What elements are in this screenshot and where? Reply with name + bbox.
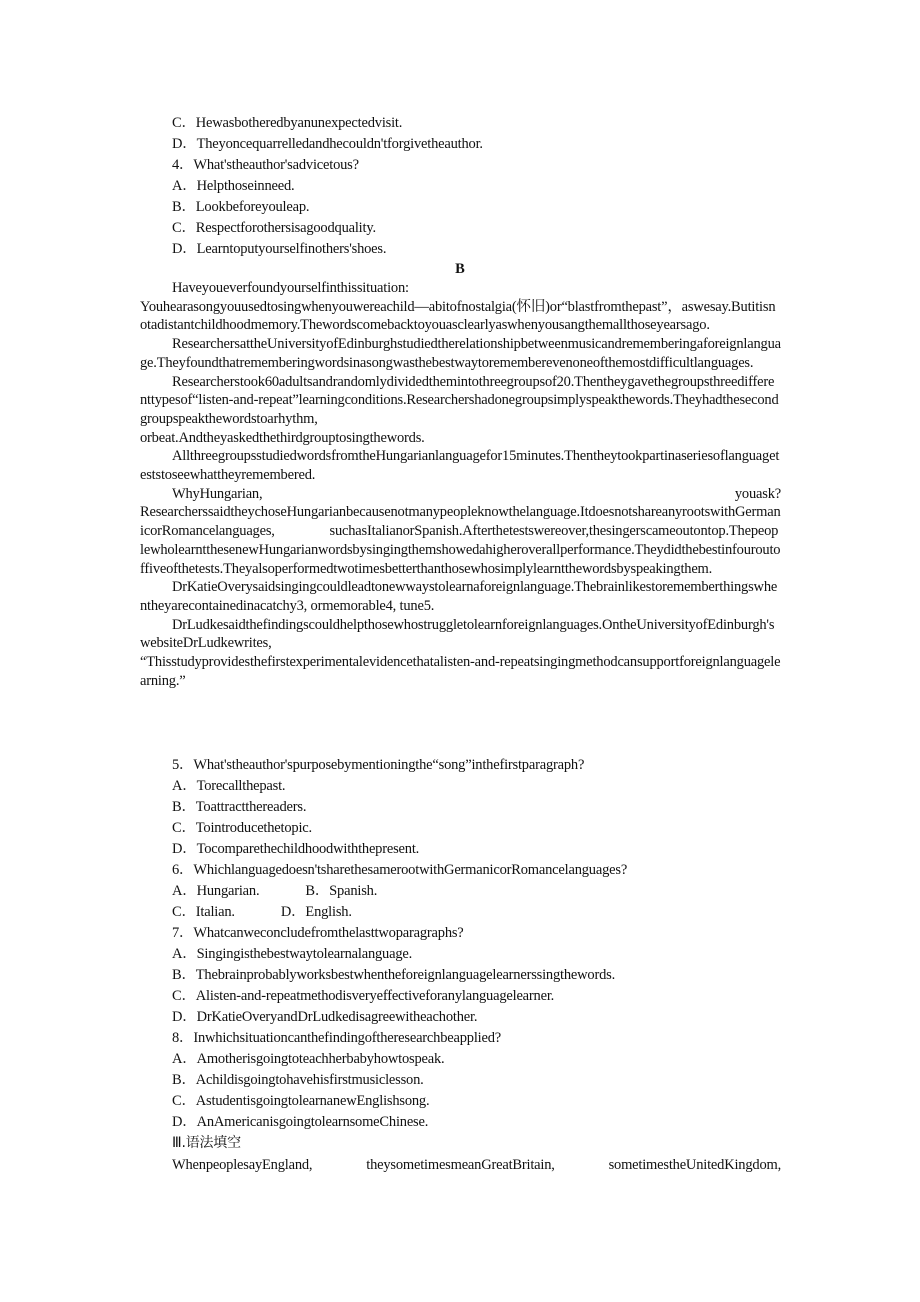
q4-option-a: A．Helpthoseinneed. [172, 178, 295, 194]
passage-paragraph-5a [140, 485, 781, 504]
q3-option-d: D．Theyoncequarrelledandhecouldn'tforgivetheauthor. [172, 136, 483, 152]
q4-stem: 4．What'stheauthor'sadvicetous? [172, 157, 359, 173]
q7-option-d: D．DrKatieOveryandDrLudkedisagreewitheachother. [172, 1009, 478, 1025]
passage-paragraph-1b: Youhearasongyouusedtosingwhenyouwereachild—abitofnostalgia(怀旧)or“blastfromthepast”，aswesay.Butitisnotadistantchildhoodmemory.Thewordscomebacktoyouasclearlyaswhenyousangthemallthoseyearsago. [140, 298, 776, 334]
passage-paragraph-5b [140, 503, 781, 578]
q7-option-a: A．Singingisthebestwaytolearnalanguage. [172, 946, 413, 962]
section-3-text-b: theysometimesmeanGreatBritain, [366, 1157, 555, 1173]
passage-paragraph-4: AllthreegroupsstudiedwordsfromtheHungarianlanguagefor15minutes.Thentheytookpartinaseriesoflanguageteststoseewhattheyremembered. [140, 448, 780, 484]
section-3-title: Ⅲ.语法填空 [172, 1135, 241, 1151]
passage-p5-b2: suchasItalianorSpanish.Afterthetestswereover,thesingerscameoutontop.ThepeoplewholearntthesenewHungarianwordsbysingingthemshowedahigheroverallperformance.Theydidthebestinfouroutoffiveofthetests.Theyalsoperformedtwotimesbetterthanthosewhosimplylearntthewordsbyspeakingthem. [140, 523, 781, 577]
passage-b [140, 279, 781, 690]
section-3-text-c: sometimestheUnitedKingdom, [608, 1157, 781, 1173]
q4-option-c: C．Respectforothersisagoodquality. [172, 220, 376, 236]
q6-option-c: C．Italian. [172, 904, 235, 920]
q6-stem: 6．Whichlanguagedoesn'tsharethesamerootwithGermanicorRomancelanguages? [172, 862, 628, 878]
passage-paragraph-7a: DrLudkesaidthefindingscouldhelpthosewhostruggletolearnforeignlanguages.OntheUniversityofEdinburgh'swebsiteDrLudkewrites, [140, 616, 775, 652]
passage-paragraph-3b: orbeat.Andtheyaskedthethirdgrouptosingthewords. [140, 429, 425, 446]
q5-stem: 5．What'stheauthor'spurposebymentioningthe“song”inthefirstparagraph? [172, 757, 585, 773]
q3-option-c: C．Hewasbotheredbyanunexpectedvisit. [172, 115, 403, 131]
q8-option-b: B．Achildisgoingtohavehisfirstmusiclesson. [172, 1072, 424, 1088]
q5-option-b: B．Toattractthereaders. [172, 799, 307, 815]
passage-paragraph-6: DrKatieOverysaidsingingcouldleadtonewwaystolearnaforeignlanguage.Thebrainlikestoremember​thingswhentheyarecontainedinacatchy3, ormemorable4, tune5. [140, 579, 778, 614]
q8-option-c: C．AstudentisgoingtolearnanewEnglishsong. [172, 1093, 430, 1109]
q6-option-a: A．Hungarian. [172, 883, 260, 899]
q6-option-d: D．English. [280, 904, 352, 920]
section-b-title: B [455, 261, 465, 277]
section-3-text-a: WhenpeoplesayEngland, [172, 1157, 313, 1173]
q5-option-d: D．Tocomparethechildhoodwiththepresent. [172, 841, 420, 857]
q4-option-b: B．Lookbeforeyouleap. [172, 199, 310, 215]
q7-option-c: C．Alisten-and-repeatmethodisveryeffectiveforanylanguagelearner. [172, 988, 555, 1004]
passage-p5-question: WhyHungarian, [172, 485, 263, 502]
q7-stem: 7．Whatcanweconcludefromthelasttwoparagraphs? [172, 925, 464, 941]
passage-p5-b1: ResearcherssaidtheychoseHungarianbecausenotmanypeopleknowthelanguage.ItdoesnotshareanyrootswithGermanicorRomancelanguages, [140, 504, 781, 540]
q8-stem: 8．Inwhichsituationcanthefindingoftheresearchbeapplied? [172, 1030, 502, 1046]
q6-option-b: B．Spanish. [305, 883, 378, 899]
q8-option-a: A．Amotherisgoingtoteachherbabyhowtospeak. [172, 1051, 445, 1067]
passage-paragraph-2: ResearchersattheUniversityofEdinburghstudiedtherelationshipbetweenmusicandrememberingaforeignlanguage.Theyfoundthatrememberingwordsinasongwasthebestwaytoremembereven​oneofthemostdifficultlanguages. [140, 336, 781, 371]
q8-option-d: D．AnAmericanisgoingtolearnsomeChinese. [172, 1114, 429, 1130]
passage-paragraph-3a: Researcherstook60adultsandrandomlydividedthemintothreegroupsof20.Thentheygavethegroupsthreedifferenttypesof“listen-and-repeat”learningconditions.Researchershadonegroupsimplyspeakthewords.Theyhadthesecondgroupspeakthewordstoarhythm, [140, 373, 779, 427]
q5-option-c: C．Tointroducethetopic. [172, 820, 312, 836]
q5-option-a: A．Torecallthepast. [172, 778, 286, 794]
passage-paragraph-1a: Haveyoueverfoundyourselfinthissituation: [172, 280, 409, 296]
q7-option-b: B．Thebrainprobablyworksbestwhentheforeignlanguagelearnerssingthewords. [172, 967, 616, 983]
section-3-first-line [172, 1155, 781, 1176]
q4-option-d: D．Learntoputyourselfinothers'shoes. [172, 241, 387, 257]
passage-paragraph-7b: “Thisstudyprovidesthefirstexperimentalevidencethatalisten-and-repeatsingingmethodcansupportforeignlanguagelearning.” [140, 654, 781, 689]
q6-options-cd [172, 902, 352, 923]
passage-p5-youask: youask? [734, 485, 781, 502]
q6-options-ab [172, 881, 377, 902]
